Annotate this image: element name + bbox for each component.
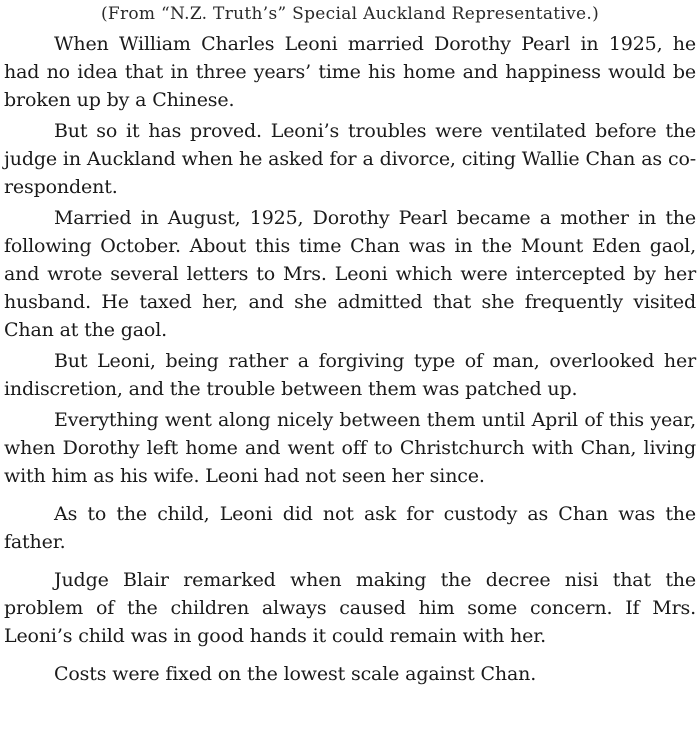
- article-paragraph-7: Judge Blair remarked when making the decree nisi that the problem of the children always caused him some concern. If Mrs. Leoni’s child was in good hands it could remain with her.: [4, 569, 696, 647]
- article-paragraph-3: Married in August, 1925, Dorothy Pearl became a mother in the following October. About this time Chan was in the Mount Eden gaol, and wrote several letters to Mrs. Leoni which were intercepted by her husband. He taxed her, and she admitted that she frequently visited Chan at the gaol.: [4, 207, 696, 341]
- article-paragraph-5: Everything went along nicely between them until April of this year, when Dorothy left home and went off to Christchurch with Chan, living with him as his wife. Leoni had not seen her since.: [4, 409, 696, 487]
- newspaper-article: [4, 2, 696, 691]
- article-paragraph-2: But so it has proved. Leoni’s troubles were ventilated before the judge in Auckland when he asked for a divorce, citing Wallie Chan as co-respondent.: [4, 120, 696, 198]
- article-paragraph-6: As to the child, Leoni did not ask for custody as Chan was the father.: [4, 503, 696, 553]
- article-paragraph-4: But Leoni, being rather a forgiving type of man, overlooked her indiscretion, and the trouble between them was patched up.: [4, 350, 696, 400]
- article-byline: (From “N.Z. Truth’s” Special Auckland Representative.): [100, 4, 600, 24]
- article-paragraph-8: Costs were fixed on the lowest scale against Chan.: [54, 663, 537, 685]
- article-paragraph-1: When William Charles Leoni married Dorothy Pearl in 1925, he had no idea that in three years’ time his home and happiness would be broken up by a Chinese.: [4, 33, 696, 111]
